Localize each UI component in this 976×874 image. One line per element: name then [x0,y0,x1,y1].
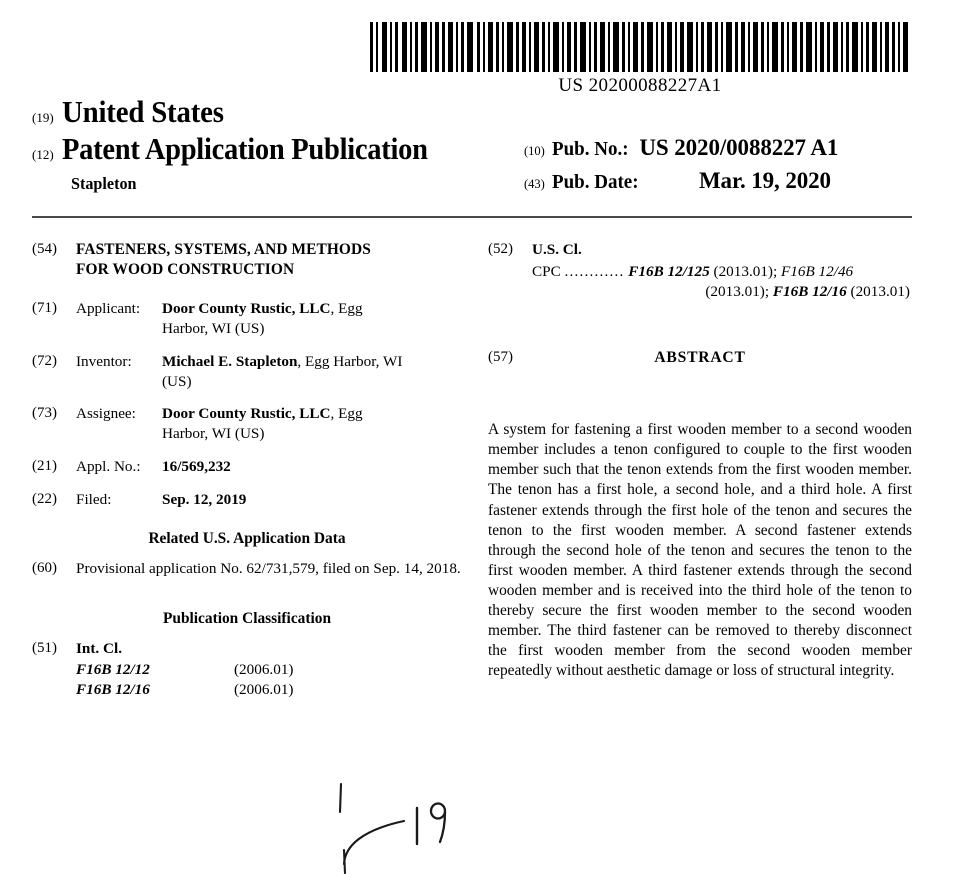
int-cl-version: (2006.01) [234,681,294,699]
drawing-lead-tail [344,850,345,873]
doc-type-line [32,130,524,166]
reference-numeral-digit-nine [431,804,445,843]
barcode-number: US 20200088227A1 [558,75,722,96]
assignee-address-line2: Harbor, WI (US) [162,425,265,443]
cpc-version-2: (2013.01); [705,282,770,300]
invention-title-line1: FASTENERS, SYSTEMS, AND METHODS [76,241,371,258]
field-us-classification [488,240,912,302]
masthead-divider-rule [32,216,912,218]
inid-12: (12) [32,146,54,162]
masthead-left [32,96,524,129]
country-line [32,96,524,129]
inid-72: (72) [32,352,57,369]
inid-73: (73) [32,405,57,422]
cpc-version-1: (2013.01); [713,262,778,280]
assignee-address-rest: , Egg [330,405,363,423]
field-title [32,240,462,279]
abstract-heading: ABSTRACT [654,348,746,366]
int-cl-version: (2006.01) [234,660,294,678]
application-number-value: 16/569,232 [162,457,231,475]
publication-date-value: Mar. 19, 2020 [698,167,831,193]
filing-date-value: Sep. 12, 2019 [162,490,247,508]
barcode-image [368,22,912,72]
barcode-zone [368,22,912,97]
publication-number-row [524,135,944,161]
applicant-name: Door County Rustic, LLC [162,300,331,318]
related-application-data-heading: Related U.S. Application Data [148,530,346,548]
first-named-inventor: Stapleton [71,173,137,193]
inid-21: (21) [32,457,57,474]
abstract-heading-row [488,348,912,368]
field-applicant [32,299,462,339]
drawing-vertical-tick [340,784,341,812]
inid-43: (43) [524,176,545,191]
cpc-leader-dots: ............ [564,262,625,280]
inventor-address-rest: , Egg Harbor, WI [297,352,403,370]
publication-date-row [524,168,944,194]
applicant-address-rest: , Egg [330,300,363,318]
field-related-application [32,559,462,579]
publication-number-label: Pub. No.: [551,137,629,160]
publication-classification-heading: Publication Classification [162,610,332,628]
cpc-line-2 [532,282,912,302]
abstract-text: A system for fastening a first wooden member to a second wooden member includes a tenon configured to couple to the first wooden member such that the tenon extends from the first wooden member. The tenon has a first hole, a second hole, and a third hole. A first fastener extends through the first hole of the tenon and secures the tenon to the first wooden member. A second fastener extends through the second hole of the tenon and secures the tenon to the first wooden member. A third fastener extends through the second wooden member and is received into the third hole of the tenon to thereby secure the first wooden member to the second wooden member. The third fastener can be removed to thereby disconnect the first wooden member from the second wooden member repeatedly without aesthetic damage or loss of structural integrity. [488,421,912,680]
country-name: United States [61,94,224,129]
assignee-name: Door County Rustic, LLC [162,405,331,423]
publication-date-label: Pub. Date: [551,170,639,193]
bibliographic-left-column [32,240,462,704]
bibliographic-right-column [488,240,912,681]
field-filing-date [32,490,462,510]
cpc-line-1 [532,262,912,282]
inid-60: (60) [32,560,57,577]
cpc-code-3: F16B 12/16 [772,282,847,300]
int-cl-row [76,680,462,700]
masthead [32,96,944,194]
inid-22: (22) [32,490,57,507]
field-application-number [32,457,462,477]
related-application-text: Provisional application No. 62/731,579, filed on Sep. 14, 2018. [76,560,461,578]
cpc-block [532,262,912,302]
us-cl-heading: U.S. Cl. [532,241,582,258]
inid-71: (71) [32,300,57,317]
drawing-fragment [300,772,520,874]
application-number-label: Appl. No.: [76,457,141,475]
inventor-address-line2: (US) [162,372,192,390]
inid-10: (10) [524,143,545,158]
invention-title-line2: FOR WOOD CONSTRUCTION [76,260,295,278]
int-cl-heading: Int. Cl. [76,640,122,658]
int-cl-row [76,660,462,680]
field-international-classification [32,639,462,700]
inid-57: (57) [488,348,513,365]
field-assignee [32,404,462,444]
inid-19: (19) [32,110,54,125]
inid-51: (51) [32,640,57,657]
cpc-label: CPC [532,262,561,280]
applicant-label: Applicant: [76,300,141,318]
int-cl-code: F16B 12/16 [76,681,150,699]
inventor-name: Michael E. Stapleton [162,352,298,370]
cpc-code-2: F16B 12/46 [781,262,854,280]
drawing-lead-line [344,821,404,864]
assignee-label: Assignee: [76,405,136,423]
applicant-address-line2: Harbor, WI (US) [162,320,265,338]
int-cl-code: F16B 12/12 [76,660,150,678]
publication-number-value: US 2020/0088227 A1 [639,134,839,160]
document-type-title: Patent Application Publication [61,130,428,166]
filing-date-label: Filed: [76,490,112,508]
inid-54: (54) [32,241,57,257]
inventor-label: Inventor: [76,352,132,370]
inid-52: (52) [488,241,513,257]
cpc-version-3: (2013.01) [850,282,910,300]
cpc-code-1: F16B 12/125 [628,262,710,280]
field-inventor [32,352,462,392]
